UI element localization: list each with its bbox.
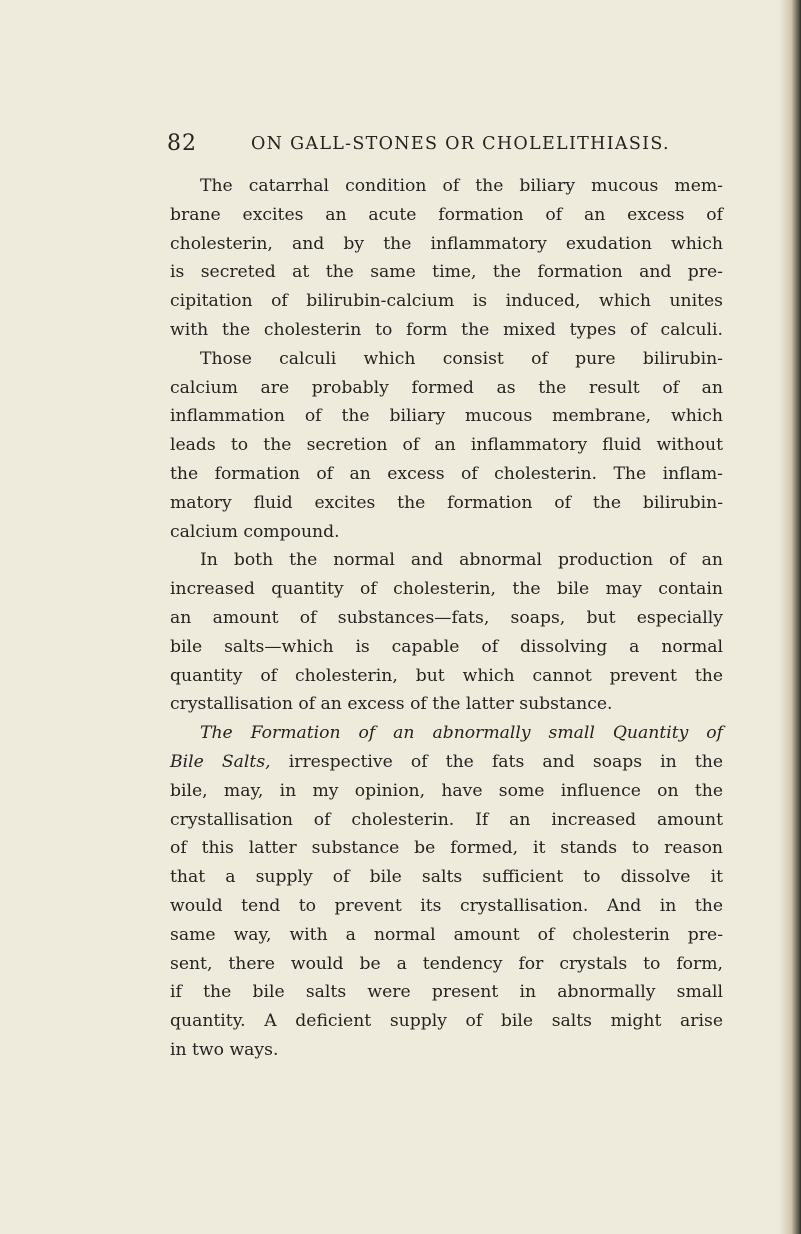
text-line: leads to the secretion of an inflammatory fluid without: [170, 435, 723, 456]
text-line: bile salts—which is capable of dissolving a normal: [170, 636, 723, 657]
text-fragment: irrespective of the fats and soaps in the: [270, 751, 723, 772]
text-line: the formation of an excess of cholesterin. The inflam-: [170, 463, 723, 484]
text-line: crystallisation of cholesterin. If an increased amount: [170, 809, 723, 830]
text-line: sent, there would be a tendency for crystals to form,: [170, 953, 723, 974]
section-heading-line: The Formation of an abnormally small Quantity of: [200, 723, 723, 744]
text-line: [170, 748, 723, 777]
text-line: that a supply of bile salts sufficient to dissolve it: [170, 867, 723, 888]
text-line: quantity. A deficient supply of bile salts might arise: [170, 1011, 723, 1032]
text-line: calcium are probably formed as the result of an: [170, 377, 723, 398]
text-line: calcium compound.: [170, 521, 340, 542]
text-line: would tend to prevent its crystallisation. And in the: [170, 895, 723, 916]
text-line: in two ways.: [170, 1039, 279, 1060]
text-line: The catarrhal condition of the biliary mucous mem-: [200, 176, 723, 196]
text-line: is secreted at the same time, the formation and pre-: [170, 262, 723, 283]
text-line: cholesterin, and by the inflammatory exudation which: [170, 233, 723, 254]
page-edge-shadow: [779, 0, 801, 1234]
text-line: matory fluid excites the formation of the bilirubin-: [170, 492, 723, 513]
text-line: if the bile salts were present in abnormally small: [170, 982, 723, 1003]
page-header: [167, 130, 727, 158]
text-line: quantity of cholesterin, but which cannot prevent the: [170, 665, 723, 686]
text-line: with the cholesterin to form the mixed types of calculi.: [170, 319, 723, 340]
section-heading-continued: Bile Salts,: [170, 751, 271, 772]
text-line: crystallisation of an excess of the latter substance.: [170, 694, 613, 715]
page-number: 82: [167, 131, 197, 156]
text-line: In both the normal and abnormal production of an: [200, 550, 723, 571]
text-line: brane excites an acute formation of an excess of: [170, 204, 723, 225]
text-line: cipitation of bilirubin-calcium is induced, which unites: [170, 291, 723, 312]
text-line: increased quantity of cholesterin, the bile may contain: [170, 579, 723, 600]
text-line: of this latter substance be formed, it stands to reason: [170, 838, 723, 859]
text-line: an amount of substances—fats, soaps, but especially: [170, 607, 723, 628]
text-line: same way, with a normal amount of cholesterin pre-: [170, 924, 723, 945]
text-line: inflammation of the biliary mucous membrane, which: [170, 406, 723, 427]
text-line: bile, may, in my opinion, have some influence on the: [170, 780, 723, 801]
running-title: ON GALL-STONES OR CHOLELITHIASIS.: [251, 134, 670, 154]
body-text: [170, 172, 723, 1065]
text-line: Those calculi which consist of pure bilirubin-: [200, 348, 723, 369]
